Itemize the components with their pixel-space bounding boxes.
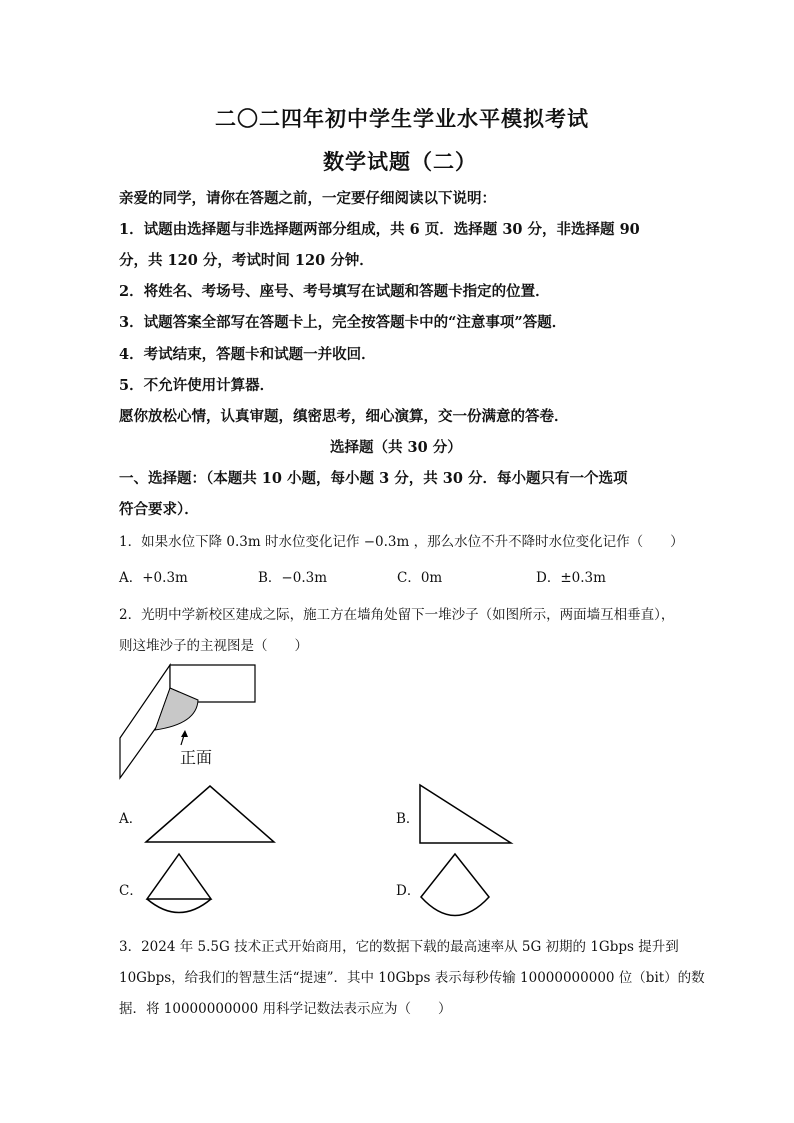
instruction-item-5: 5．不允许使用计算器． (119, 377, 275, 394)
q2-stem-line-2: 则这堆沙子的主视图是（ ） (119, 638, 308, 654)
q2-option-a-triangle (145, 784, 275, 844)
q2-option-b-label: B． (396, 811, 420, 827)
q2-option-c-label: C． (119, 883, 143, 899)
q2-option-a-label: A． (119, 811, 143, 827)
q2-option-d-sector (419, 852, 491, 920)
q2-option-c-cone-sector (143, 852, 215, 920)
q1-stem: 1．如果水位下降 0.3m 时水位变化记作 −0.3m ，那么水位不升不降时水位变化记作（ ） (119, 534, 684, 550)
q3-line-3: 据．将 10000000000 用科学记数法表示应为（ ） (119, 1001, 452, 1017)
part-instructions-line-2: 符合要求）． (119, 501, 199, 518)
q3-line-2: 10Gbps，给我们的智慧生活“提速”．其中 10Gbps 表示每秒传输 10000000000 位（bit）的数 (119, 970, 705, 986)
exam-title: 二〇二四年初中学生学业水平模拟考试 (215, 106, 589, 131)
q3-line-1: 3．2024 年 5.5G 技术正式开始商用，它的数据下载的最高速率从 5G 初期的 1Gbps 提升到 (119, 939, 679, 955)
q1-option-b: B．−0.3m (258, 570, 328, 586)
q1-option-d: D．±0.3m (536, 570, 606, 586)
q2-option-b-right-triangle (418, 783, 513, 845)
instruction-item-2: 2．将姓名、考场号、座号、考号填写在试题和答题卡指定的位置． (119, 283, 550, 300)
q2-stem-line-1: 2．光明中学新校区建成之际，施工方在墙角处留下一堆沙子（如图所示，两面墙互相垂直）， (119, 607, 675, 623)
instruction-item-1-line-1: 1．试题由选择题与非选择题两部分组成，共 6 页．选择题 30 分，非选择题 90 (119, 221, 640, 238)
part-instructions-line-1: 一、选择题：（本题共 10 小题，每小题 3 分，共 30 分．每小题只有一个选项 (119, 470, 628, 487)
instruction-item-3: 3．试题答案全部写在答题卡上，完全按答题卡中的“注意事项”答题． (119, 314, 567, 331)
instruction-item-1-line-2: 分，共 120 分，考试时间 120 分钟． (119, 252, 374, 269)
front-view-label: 正面 (180, 748, 213, 767)
instructions-greeting: 亲爱的同学，请你在答题之前，一定要仔细阅读以下说明： (119, 190, 496, 207)
instruction-item-4: 4．考试结束，答题卡和试题一并收回． (119, 346, 376, 363)
section-heading: 选择题（共 30 分） (330, 439, 462, 456)
q1-option-a: A．+0.3m (119, 570, 188, 586)
q2-option-d-label: D． (396, 883, 421, 899)
exam-subtitle: 数学试题（二） (323, 149, 477, 174)
instructions-wish: 愿你放松心情，认真审题，缜密思考，细心演算，交一份满意的答卷． (119, 408, 569, 425)
q1-option-c: C．0m (397, 570, 443, 586)
sand-pile-figure (115, 660, 235, 790)
